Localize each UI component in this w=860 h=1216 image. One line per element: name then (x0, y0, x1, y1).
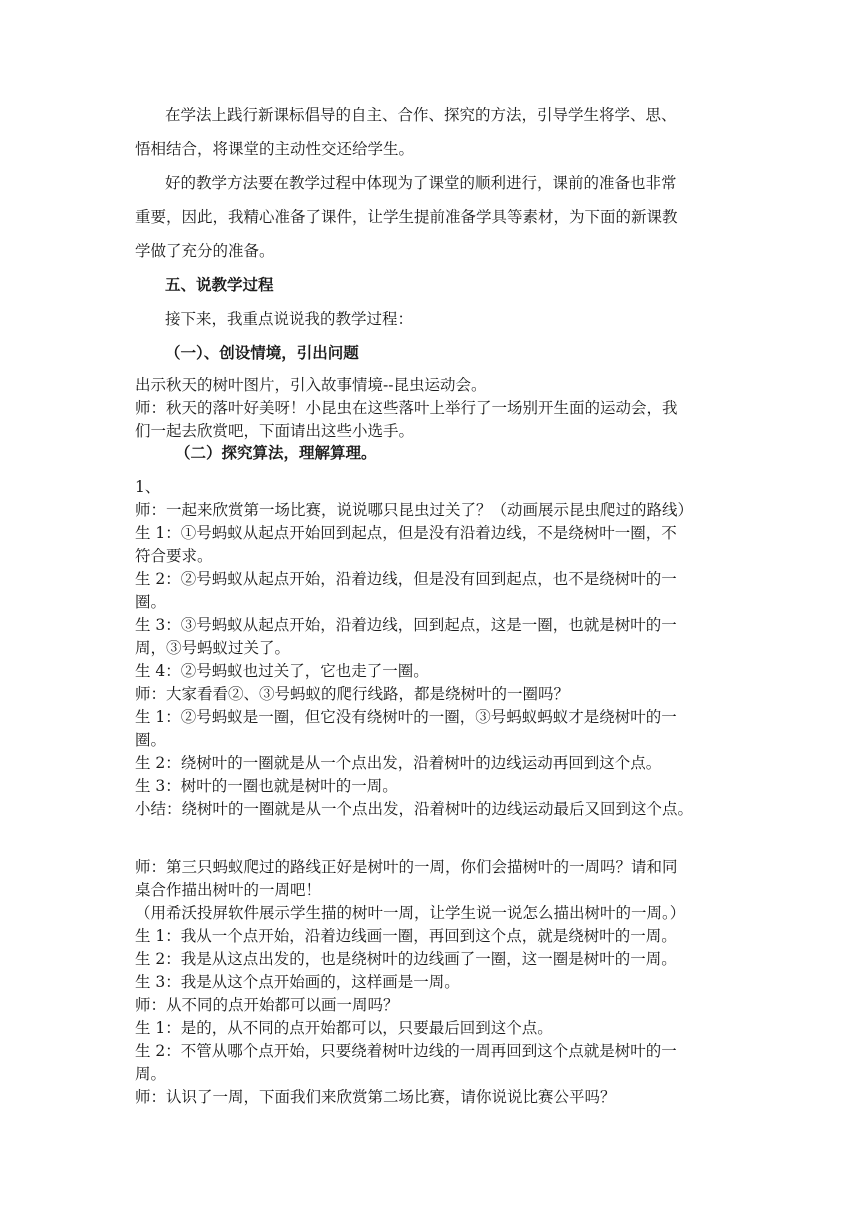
dialogue-line: 师：认识了一周，下面我们来欣赏第二场比赛，请你说说比赛公平吗？ (135, 1088, 616, 1106)
dialogue-line: 生 2：绕树叶的一圈就是从一个点出发，沿着树叶的边线运动再回到这个点。 (135, 754, 662, 772)
dialogue-line: 生 1：是的，从不同的点开始都可以，只要最后回到这个点。 (135, 1019, 553, 1037)
dialogue-line: 师：一起来欣赏第一场比赛，说说哪只昆虫过关了？（动画展示昆虫爬过的路线） (135, 501, 694, 519)
paragraph-line: 们一起去欣赏吧，下面请出这些小选手。 (135, 422, 415, 440)
dialogue-line: 生 4：②号蚂蚁也过关了，它也走了一圈。 (135, 662, 429, 680)
dialogue-line: 生 2：不管从哪个点开始，只要绕着树叶边线的一周再回到这个点就是树叶的一 (135, 1042, 677, 1060)
dialogue-line: 周。 (135, 1065, 167, 1083)
dialogue-line: 符合要求。 (135, 547, 213, 565)
item-number: 1、 (135, 478, 161, 496)
dialogue-line: 周，③号蚂蚁过关了。 (135, 639, 291, 657)
dialogue-line: 师：大家看看②、③号蚂蚁的爬行线路，都是绕树叶的一圈吗？ (135, 685, 570, 703)
paragraph-line: 出示秋天的树叶图片，引入故事情境--昆虫运动会。 (135, 376, 487, 394)
paragraph-line: 接下来，我重点说说我的教学过程： (165, 310, 414, 328)
dialogue-line: 圈。 (135, 731, 167, 749)
subsection-heading: （一）、创设情境，引出问题 (165, 343, 359, 362)
dialogue-line: 圈。 (135, 593, 167, 611)
paragraph-line: 好的教学方法要在教学过程中体现为了课堂的顺利进行，课前的准备也非常 (165, 174, 677, 192)
dialogue-line: 生 3：我是从这个点开始画的，这样画是一周。 (135, 973, 460, 991)
dialogue-line: （用希沃投屏软件展示学生描的树叶一周，让学生说一说怎么描出树叶的一周。） (135, 904, 686, 922)
paragraph-line: 在学法上践行新课标倡导的自主、合作、探究的方法，引导学生将学、思、 (165, 106, 677, 124)
subsection-heading: （二）探究算法，理解算理。 (175, 443, 377, 462)
dialogue-line: 生 1：我从一个点开始，沿着边线画一圈，再回到这个点，就是绕树叶的一周。 (135, 927, 677, 945)
dialogue-line: 生 1：①号蚂蚁从起点开始回到起点，但是没有沿着边线，不是绕树叶一圈，不 (135, 524, 677, 542)
dialogue-line: 桌合作描出树叶的一周吧！ (135, 881, 322, 899)
dialogue-line: 生 2：我是从这点出发的，也是绕树叶的边线画了一圈，这一圈是树叶的一周。 (135, 950, 677, 968)
summary-line: 小结：绕树叶的一圈就是从一个点出发，沿着树叶的边线运动最后又回到这个点。 (135, 800, 694, 818)
dialogue-line: 生 1：②号蚂蚁是一圈，但它没有绕树叶的一圈，③号蚂蚁蚂蚁才是绕树叶的一 (135, 708, 677, 726)
section-heading: 五、说教学过程 (165, 275, 274, 294)
paragraph-line: 师：秋天的落叶好美呀！小昆虫在这些落叶上举行了一场别开生面的运动会，我 (135, 399, 678, 417)
dialogue-line: 生 3：树叶的一圈也就是树叶的一周。 (135, 777, 398, 795)
dialogue-line: 师：第三只蚂蚁爬过的路线正好是树叶的一周，你们会描树叶的一周吗？请和同 (135, 858, 678, 876)
paragraph-line: 悟相结合，将课堂的主动性交还给学生。 (135, 140, 415, 158)
paragraph-line: 学做了充分的准备。 (135, 242, 275, 260)
paragraph-line: 重要，因此，我精心准备了课件，让学生提前准备学具等素材，为下面的新课教 (135, 208, 678, 226)
dialogue-line: 师：从不同的点开始都可以画一周吗？ (135, 996, 399, 1014)
dialogue-line: 生 2：②号蚂蚁从起点开始，沿着边线，但是没有回到起点，也不是绕树叶的一 (135, 570, 677, 588)
dialogue-line: 生 3：③号蚂蚁从起点开始，沿着边线，回到起点，这是一圈，也就是树叶的一 (135, 616, 677, 634)
